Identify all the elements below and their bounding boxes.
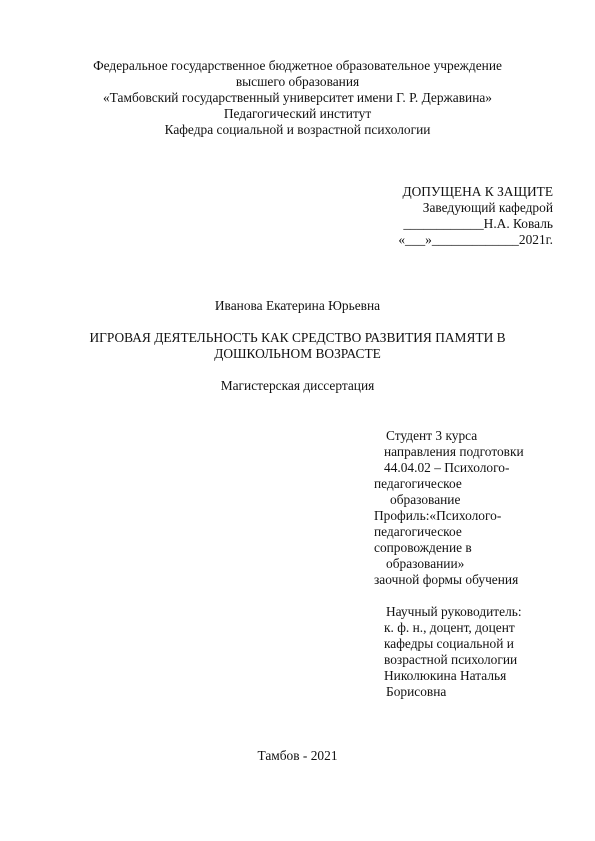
student-line6: Профиль:«Психолого-	[374, 508, 502, 523]
approval-position: Заведующий кафедрой	[422, 200, 553, 215]
supervisor-line1: Научный руководитель:	[386, 604, 522, 619]
student-line10: заочной формы обучения	[374, 572, 519, 587]
student-line2: направления подготовки	[384, 444, 524, 459]
student-line7: педагогическое	[374, 524, 462, 539]
supervisor-line4: возрастной психологии	[384, 652, 518, 667]
student-line4: педагогическое	[374, 476, 462, 491]
header-line-university: «Тамбовский государственный университет имени Г. Р. Державина»	[102, 90, 493, 105]
student-line1: Студент 3 курса	[386, 428, 478, 443]
author-name: Иванова Екатерина Юрьевна	[214, 298, 381, 313]
supervisor-line2: к. ф. н., доцент, доцент	[384, 620, 515, 635]
supervisor-line3: кафедры социальной и	[384, 636, 514, 651]
approval-signature: ____________Н.А. Коваль	[403, 216, 553, 231]
approval-date: «___»_____________2021г.	[398, 232, 553, 247]
header-line-department: Кафедра социальной и возрастной психологии	[164, 122, 431, 137]
header-line-education: высшего образования	[235, 74, 360, 89]
header-line-institute: Педагогический институт	[223, 106, 372, 121]
approval-title: ДОПУЩЕНА К ЗАЩИТЕ	[402, 184, 553, 199]
supervisor-line5: Николюкина Наталья	[384, 668, 507, 683]
supervisor-line6: Борисовна	[386, 684, 447, 699]
student-line5: образование	[390, 492, 461, 507]
thesis-title-line1: ИГРОВАЯ ДЕЯТЕЛЬНОСТЬ КАК СРЕДСТВО РАЗВИТИЯ ПАМЯТИ В	[89, 330, 506, 345]
student-line8: сопровождение в	[374, 540, 472, 555]
student-line9: образовании»	[386, 556, 465, 571]
header-line-federal: Федеральное государственное бюджетное образовательное учреждение	[93, 58, 502, 73]
work-type: Магистерская диссертация	[220, 378, 375, 393]
student-line3: 44.04.02 – Психолого-	[384, 460, 510, 475]
city-year: Тамбов - 2021	[257, 748, 338, 763]
thesis-title-line2: ДОШКОЛЬНОМ ВОЗРАСТЕ	[214, 346, 381, 361]
